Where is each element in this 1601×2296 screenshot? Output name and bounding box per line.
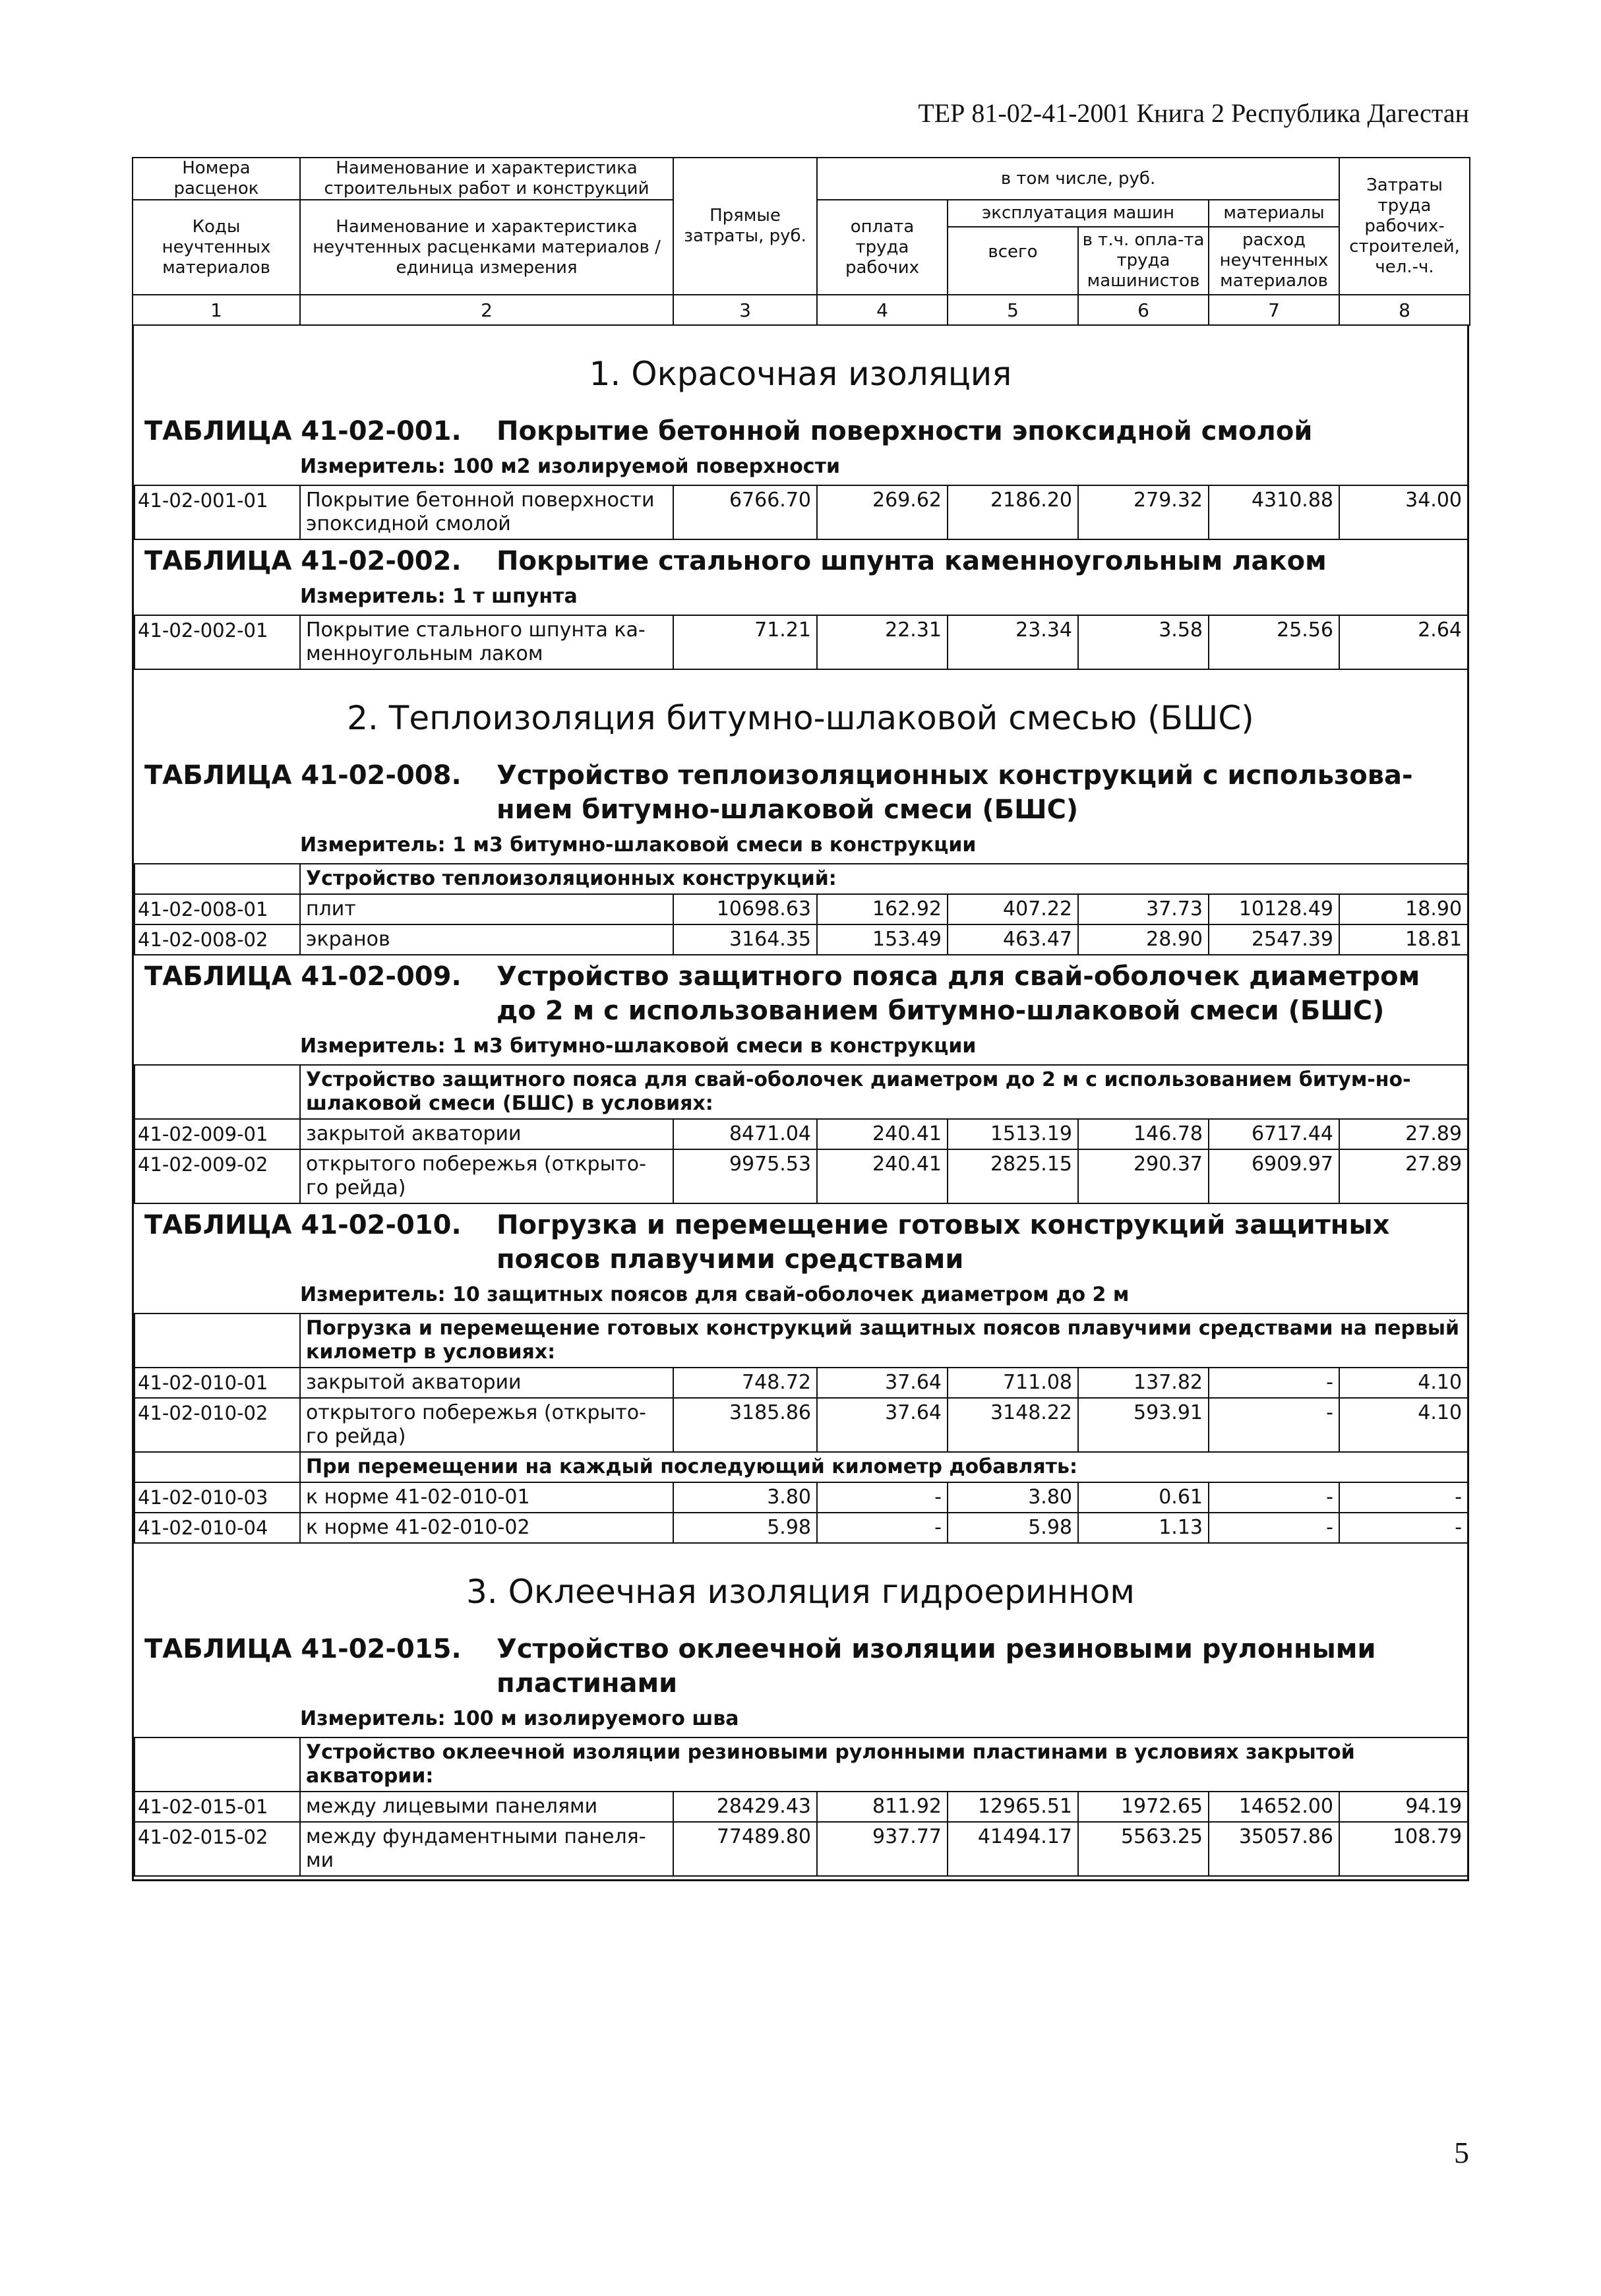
measure-label: Измеритель:	[300, 585, 446, 608]
rate-name: Покрытие бетонной поверхности эпоксидной смолой	[300, 485, 673, 539]
rate-value-c4: 269.62	[817, 485, 948, 539]
header-rashod: расход неучтенных материалов	[1219, 230, 1329, 291]
measure-label: Измеритель:	[300, 455, 446, 478]
rate-code: 41-02-010-04	[135, 1513, 300, 1543]
rate-value-c5: 12965.51	[948, 1792, 1078, 1822]
rate-value-c3: 6766.70	[673, 485, 817, 539]
rate-value-c4: 811.92	[817, 1792, 948, 1822]
rate-name: экранов	[300, 924, 673, 955]
table-row	[135, 615, 1468, 669]
measure-label: Измеритель:	[300, 1283, 446, 1306]
table-name: Устройство теплоизоляционных конструкций с использова-нием битумно-шлаковой смеси (БШС)	[497, 760, 1413, 825]
rate-code: 41-02-009-01	[135, 1119, 300, 1149]
measure-value: 100 м изолируемого шва	[452, 1707, 739, 1730]
header-naim1: Наименование и характеристика строительных работ и конструкций	[300, 158, 673, 200]
rate-value-c8: 27.89	[1339, 1149, 1468, 1203]
rate-code: 41-02-009-02	[135, 1149, 300, 1203]
rate-value-c8: 2.64	[1339, 615, 1468, 669]
table-row	[135, 1149, 1468, 1203]
header-zatraty: Затраты труда рабочих-строителей, чел.-ч.	[1339, 158, 1470, 295]
rates-table	[134, 485, 1468, 540]
rates-table	[134, 1313, 1468, 1544]
group-spacer	[135, 1065, 300, 1119]
table-name: Покрытие бетонной поверхности эпоксидной смолой	[497, 416, 1313, 446]
rate-value-c5: 3148.22	[948, 1398, 1078, 1452]
measure-label: Измеритель:	[300, 833, 446, 857]
column-number: 8	[1339, 295, 1470, 325]
table-row	[135, 1482, 1468, 1513]
rate-value-c6: 37.73	[1078, 894, 1209, 924]
table-title	[134, 540, 1467, 578]
rate-value-c3: 71.21	[673, 615, 817, 669]
measure-value: 10 защитных поясов для свай-оболочек диаметром до 2 м	[452, 1283, 1130, 1306]
table-row	[135, 485, 1468, 539]
table-row	[135, 1513, 1468, 1543]
rate-value-c7: 4310.88	[1209, 485, 1339, 539]
rate-name: открытого побережья (открыто-го рейда)	[300, 1149, 673, 1203]
rate-value-c8: 18.81	[1339, 924, 1468, 955]
rate-value-c5: 1513.19	[948, 1119, 1078, 1149]
header-kody: Коды неучтенных материалов	[133, 200, 300, 295]
measure-line	[134, 448, 1467, 481]
rate-value-c3: 28429.43	[673, 1792, 817, 1822]
section-title: 2. Теплоизоляция битумно-шлаковой смесью (БШС)	[347, 699, 1254, 737]
table-code: ТАБЛИЦА 41-02-001.	[144, 416, 462, 446]
rate-value-c5: 2825.15	[948, 1149, 1078, 1203]
rate-value-c3: 77489.80	[673, 1822, 817, 1876]
rate-value-c5: 711.08	[948, 1368, 1078, 1398]
rate-value-c7: 35057.86	[1209, 1822, 1339, 1876]
column-number: 7	[1209, 295, 1339, 325]
table-row	[135, 1822, 1468, 1876]
measure-value: 1 т шпунта	[452, 585, 578, 608]
rate-value-c4: 153.49	[817, 924, 948, 955]
header-materialy-group	[1209, 200, 1339, 295]
rate-value-c6: 279.32	[1078, 485, 1209, 539]
rate-value-c6: 137.82	[1078, 1368, 1209, 1398]
header-v-tom-chisle: в том числе, руб.	[817, 158, 1339, 200]
rate-value-c8: 4.10	[1339, 1398, 1468, 1452]
table-row	[135, 894, 1468, 924]
table-row	[135, 1398, 1468, 1452]
rate-name: к норме 41-02-010-01	[300, 1482, 673, 1513]
rate-value-c6: 290.37	[1078, 1149, 1209, 1203]
rate-code: 41-02-015-01	[135, 1792, 300, 1822]
table-name: Покрытие стального шпунта каменноугольным лаком	[497, 546, 1327, 576]
group-heading: Устройство теплоизоляционных конструкций:	[300, 864, 1468, 894]
rate-value-c5: 407.22	[948, 894, 1078, 924]
rate-value-c8: 18.90	[1339, 894, 1468, 924]
rate-value-c8: -	[1339, 1513, 1468, 1543]
group-row	[135, 1314, 1468, 1368]
rate-value-c7: 6717.44	[1209, 1119, 1339, 1149]
table-title	[134, 1204, 1467, 1277]
header-naim2: Наименование и характеристика неучтенных расценками материалов / единица измерения	[300, 200, 673, 295]
rate-value-c7: -	[1209, 1398, 1339, 1452]
rate-value-c7: 14652.00	[1209, 1792, 1339, 1822]
section-title: 3. Оклеечная изоляция гидроеринном	[466, 1573, 1135, 1611]
rate-value-c3: 3.80	[673, 1482, 817, 1513]
measure-line	[134, 1701, 1467, 1733]
measure-line	[134, 1028, 1467, 1060]
rate-value-c4: 240.41	[817, 1149, 948, 1203]
rate-value-c4: 240.41	[817, 1119, 948, 1149]
rate-value-c5: 463.47	[948, 924, 1078, 955]
table-code: ТАБЛИЦА 41-02-008.	[144, 760, 462, 791]
rate-name: Покрытие стального шпунта ка-менноугольным лаком	[300, 615, 673, 669]
rate-code: 41-02-008-02	[135, 924, 300, 955]
rates-body	[132, 326, 1469, 1881]
rate-code: 41-02-008-01	[135, 894, 300, 924]
column-number: 1	[133, 295, 300, 325]
rate-value-c7: -	[1209, 1368, 1339, 1398]
rate-code: 41-02-015-02	[135, 1822, 300, 1876]
rate-value-c6: 28.90	[1078, 924, 1209, 955]
rate-code: 41-02-010-01	[135, 1368, 300, 1398]
rate-value-c4: -	[817, 1513, 948, 1543]
measure-label: Измеритель:	[300, 1035, 446, 1058]
group-spacer	[135, 1737, 300, 1792]
rate-value-c3: 9975.53	[673, 1149, 817, 1203]
column-number: 3	[673, 295, 817, 325]
rate-value-c6: 1.13	[1078, 1513, 1209, 1543]
rate-value-c5: 2186.20	[948, 485, 1078, 539]
rate-value-c8: 4.10	[1339, 1368, 1468, 1398]
rate-value-c3: 748.72	[673, 1368, 817, 1398]
header-nomera: Номера расценок	[133, 158, 300, 200]
table-code: ТАБЛИЦА 41-02-015.	[144, 1634, 462, 1664]
column-number: 4	[817, 295, 948, 325]
table-name: Погрузка и перемещение готовых конструкций защитных поясов плавучими средствами	[497, 1210, 1390, 1275]
rate-value-c4: -	[817, 1482, 948, 1513]
rate-name: открытого побережья (открыто-го рейда)	[300, 1398, 673, 1452]
rate-value-c6: 3.58	[1078, 615, 1209, 669]
rate-code: 41-02-010-02	[135, 1398, 300, 1452]
header-ekspl: эксплуатация машин	[948, 200, 1208, 227]
header-vtch: в т.ч. опла-та труда машинистов	[1082, 230, 1205, 291]
table-code: ТАБЛИЦА 41-02-009.	[144, 961, 462, 992]
rate-value-c8: 94.19	[1339, 1792, 1468, 1822]
column-number: 5	[948, 295, 1078, 325]
table-name: Устройство защитного пояса для свай-оболочек диаметром до 2 м с использованием битумно-шлаковой смеси (БШС)	[497, 961, 1420, 1026]
running-head: ТЕР 81-02-41-2001 Книга 2 Республика Дагестан	[918, 98, 1469, 128]
rate-value-c4: 162.92	[817, 894, 948, 924]
page-number: 5	[1454, 2136, 1469, 2169]
table-title	[134, 955, 1467, 1028]
rate-value-c5: 23.34	[948, 615, 1078, 669]
rate-value-c3: 3164.35	[673, 924, 817, 955]
group-heading: Устройство защитного пояса для свай-оболочек диаметром до 2 м с использованием битум-но-шлаковой смеси (БШС) в условиях:	[300, 1065, 1468, 1119]
rate-value-c3: 5.98	[673, 1513, 817, 1543]
table-row	[135, 1119, 1468, 1149]
section-title: 1. Окрасочная изоляция	[589, 355, 1012, 393]
rate-value-c6: 0.61	[1078, 1482, 1209, 1513]
rates-table	[134, 615, 1468, 670]
rate-value-c5: 3.80	[948, 1482, 1078, 1513]
rate-value-c8: 108.79	[1339, 1822, 1468, 1876]
header-materialy: материалы	[1209, 200, 1339, 227]
rate-sheet	[132, 157, 1469, 1881]
header-vsego: всего	[948, 227, 1079, 294]
measure-line	[134, 827, 1467, 859]
rate-value-c4: 22.31	[817, 615, 948, 669]
group-heading: При перемещении на каждый последующий километр добавлять:	[300, 1452, 1468, 1482]
table-name: Устройство оклеечной изоляции резиновыми рулонными пластинами	[497, 1634, 1376, 1699]
measure-line	[134, 1277, 1467, 1309]
rate-value-c7: 6909.97	[1209, 1149, 1339, 1203]
rate-value-c6: 1972.65	[1078, 1792, 1209, 1822]
group-spacer	[135, 1452, 300, 1482]
group-spacer	[135, 1314, 300, 1368]
measure-value: 100 м2 изолируемой поверхности	[452, 455, 840, 478]
rate-value-c6: 5563.25	[1078, 1822, 1209, 1876]
rate-value-c7: 25.56	[1209, 615, 1339, 669]
rate-value-c8: 34.00	[1339, 485, 1468, 539]
measure-value: 1 м3 битумно-шлаковой смеси в конструкции	[452, 833, 977, 857]
rate-value-c3: 10698.63	[673, 894, 817, 924]
header-ekspl-sub	[948, 227, 1208, 294]
group-row	[135, 1737, 1468, 1792]
rate-name: закрытой акватории	[300, 1368, 673, 1398]
table-row	[135, 924, 1468, 955]
group-row	[135, 864, 1468, 894]
table-title	[134, 754, 1467, 827]
rate-value-c5: 5.98	[948, 1513, 1078, 1543]
table-row	[135, 1368, 1468, 1398]
group-spacer	[135, 864, 300, 894]
group-heading: Погрузка и перемещение готовых конструкций защитных поясов плавучими средствами на первый километр в условиях:	[300, 1314, 1468, 1368]
rate-value-c6: 146.78	[1078, 1119, 1209, 1149]
header-pryamye: Прямые затраты, руб.	[673, 158, 817, 295]
measure-line	[134, 578, 1467, 611]
group-row	[135, 1452, 1468, 1482]
rate-code: 41-02-002-01	[135, 615, 300, 669]
rate-name: к норме 41-02-010-02	[300, 1513, 673, 1543]
rate-name: между лицевыми панелями	[300, 1792, 673, 1822]
column-number: 6	[1078, 295, 1209, 325]
group-row	[135, 1065, 1468, 1119]
rate-name: закрытой акватории	[300, 1119, 673, 1149]
group-heading: Устройство оклеечной изоляции резиновыми рулонными пластинами в условиях закрытой акватории:	[300, 1737, 1468, 1792]
table-title	[134, 410, 1467, 448]
rate-value-c7: 2547.39	[1209, 924, 1339, 955]
body-bottom-spacer	[134, 1877, 1467, 1879]
rate-value-c7: -	[1209, 1513, 1339, 1543]
column-number: 2	[300, 295, 673, 325]
rates-table	[134, 863, 1468, 955]
rate-value-c4: 37.64	[817, 1368, 948, 1398]
rate-value-c7: -	[1209, 1482, 1339, 1513]
rate-value-c3: 8471.04	[673, 1119, 817, 1149]
column-number-row	[133, 295, 1470, 325]
rate-name: плит	[300, 894, 673, 924]
rate-name: между фундаментными панеля-ми	[300, 1822, 673, 1876]
rates-table	[134, 1737, 1468, 1877]
rate-value-c4: 937.77	[817, 1822, 948, 1876]
measure-value: 1 м3 битумно-шлаковой смеси в конструкции	[452, 1035, 977, 1058]
rate-code: 41-02-010-03	[135, 1482, 300, 1513]
column-header-table	[132, 157, 1470, 326]
header-ekspl-group	[948, 200, 1209, 295]
rate-value-c4: 37.64	[817, 1398, 948, 1452]
rate-code: 41-02-001-01	[135, 485, 300, 539]
table-code: ТАБЛИЦА 41-02-010.	[144, 1210, 462, 1240]
rate-value-c8: 27.89	[1339, 1119, 1468, 1149]
rate-value-c7: 10128.49	[1209, 894, 1339, 924]
table-code: ТАБЛИЦА 41-02-002.	[144, 546, 462, 576]
rate-value-c5: 41494.17	[948, 1822, 1078, 1876]
table-title	[134, 1628, 1467, 1701]
rates-table	[134, 1064, 1468, 1204]
rate-value-c6: 593.91	[1078, 1398, 1209, 1452]
measure-label: Измеритель:	[300, 1707, 446, 1730]
rate-value-c3: 3185.86	[673, 1398, 817, 1452]
header-oplata: оплата труда рабочих	[817, 200, 948, 295]
table-row	[135, 1792, 1468, 1822]
rate-value-c8: -	[1339, 1482, 1468, 1513]
